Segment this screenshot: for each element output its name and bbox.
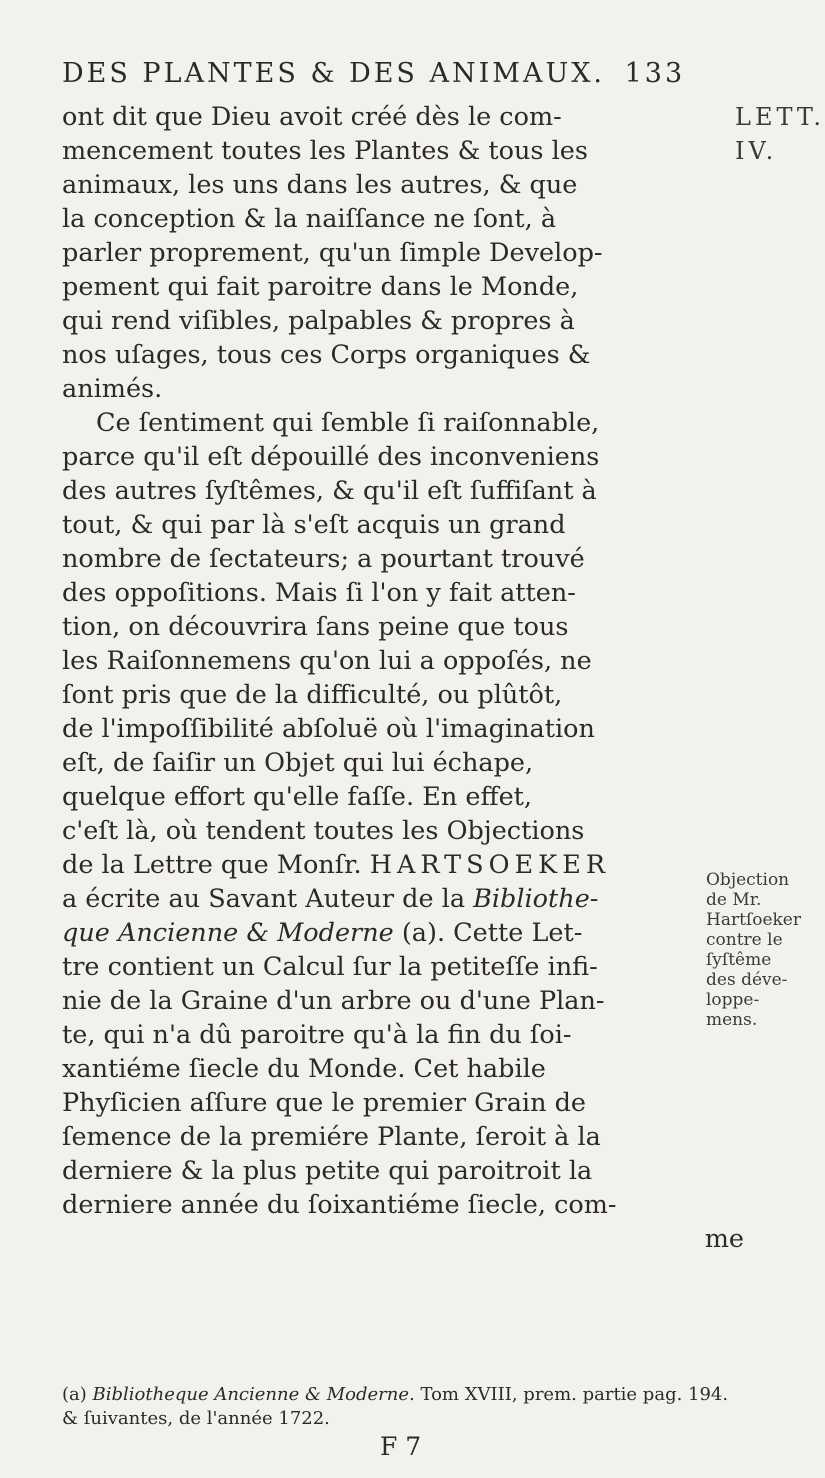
text-line: [62, 848, 762, 882]
text-line: de l'impoſſibilité abſoluë où l'imagination: [62, 714, 595, 744]
text-line: eſt, de ſaiſir un Objet qui lui échape,: [62, 748, 534, 778]
footnote-mark: (a): [62, 1384, 87, 1405]
text-line: la conception & la naiſſance ne ſont, à: [62, 204, 557, 234]
text-line: derniere année du ſoixantiéme ſiecle, com-: [62, 1190, 617, 1220]
text-span: de la Lettre que Monſr.: [62, 850, 362, 880]
text-line: qui rend viſibles, palpables & propres à: [62, 306, 575, 336]
text-line: animaux, les uns dans les autres, & que: [62, 170, 578, 200]
text-line: ſemence de la premiére Plante, ſeroit à la: [62, 1122, 601, 1152]
text-line: parler proprement, qu'un ſimple Develop-: [62, 238, 603, 268]
text-line: c'eſt là, où tendent toutes les Objections: [62, 816, 585, 846]
text-line: pement qui fait paroitre dans le Monde,: [62, 272, 579, 302]
text-line: [62, 916, 762, 950]
side-note-line: loppe-: [706, 990, 760, 1010]
text-line: mencement toutes les Plantes & tous les: [62, 136, 588, 166]
text-line: animés.: [62, 374, 163, 404]
text-line: te, qui n'a dû paroitre qu'à la fin du ſoi-: [62, 1020, 572, 1050]
book-title-part: que Ancienne & Moderne: [62, 918, 394, 948]
text-line: ont dit que Dieu avoit créé dès le com-: [62, 102, 562, 132]
side-note-line: de Mr.: [706, 890, 762, 910]
footnote-text: Tom XVIII, prem. partie pag. 194. & ſuivantes, de l'année 1722.: [62, 1384, 729, 1429]
text-span: (a). Cette Let-: [393, 918, 583, 948]
text-line: les Raiſonnemens qu'on lui a oppoſés, ne: [62, 646, 592, 676]
text-line: tion, on découvrira ſans peine que tous: [62, 612, 569, 642]
text-line: nos uſages, tous ces Corps organiques &: [62, 340, 591, 370]
catchword: me: [704, 1224, 744, 1254]
side-note-line: mens.: [706, 1010, 758, 1030]
text-line: tout, & qui par là s'eſt acquis un grand: [62, 510, 566, 540]
main-text: [62, 100, 762, 1256]
running-header: [62, 58, 722, 89]
side-note-line: Hartſoeker: [706, 910, 801, 930]
margin-letter-number: IV.: [735, 137, 778, 165]
side-note: [706, 870, 801, 1030]
side-note-line: contre le: [706, 930, 783, 950]
text-line: [62, 882, 762, 916]
running-title: DES PLANTES & DES ANIMAUX.: [62, 58, 605, 89]
text-line: nombre de ſectateurs; a pourtant trouvé: [62, 544, 585, 574]
side-note-line: ſyſtême: [706, 950, 772, 970]
margin-letter-label: LETT.: [735, 103, 825, 131]
text-line: ſont pris que de la difficulté, ou plûtôt,: [62, 680, 563, 710]
footnote: [62, 1383, 742, 1431]
text-line: des autres ſyſtêmes, & qu'il eſt ſuffiſant à: [62, 476, 597, 506]
text-line: Phyſicien aſſure que le premier Grain de: [62, 1088, 587, 1118]
text-line: parce qu'il eſt dépouillé des inconveniens: [62, 442, 600, 472]
text-line: nie de la Graine d'un arbre ou d'une Plan-: [62, 986, 605, 1016]
side-note-line: des déve-: [706, 970, 788, 990]
text-line: tre contient un Calcul ſur la petiteſſe infi-: [62, 952, 598, 982]
footnote-title: Bibliotheque Ancienne & Moderne.: [92, 1384, 415, 1405]
text-line: quelque effort qu'elle faſſe. En effet,: [62, 782, 533, 812]
text-line: derniere & la plus petite qui paroitroit la: [62, 1156, 593, 1186]
signature-mark: F 7: [380, 1432, 422, 1461]
page-number: 133: [624, 58, 686, 89]
person-name: HARTSOEKER: [369, 850, 611, 880]
text-line: xantiéme ſiecle du Monde. Cet habile: [62, 1054, 546, 1084]
text-span: a écrite au Savant Auteur de la: [62, 884, 474, 914]
book-title-part: Bibliothe-: [473, 884, 599, 914]
text-line: des oppoſitions. Mais ſi l'on y fait atten-: [62, 578, 576, 608]
side-note-line: Objection: [706, 870, 790, 890]
text-line: Ce ſentiment qui ſemble ſi raiſonnable,: [96, 408, 600, 438]
